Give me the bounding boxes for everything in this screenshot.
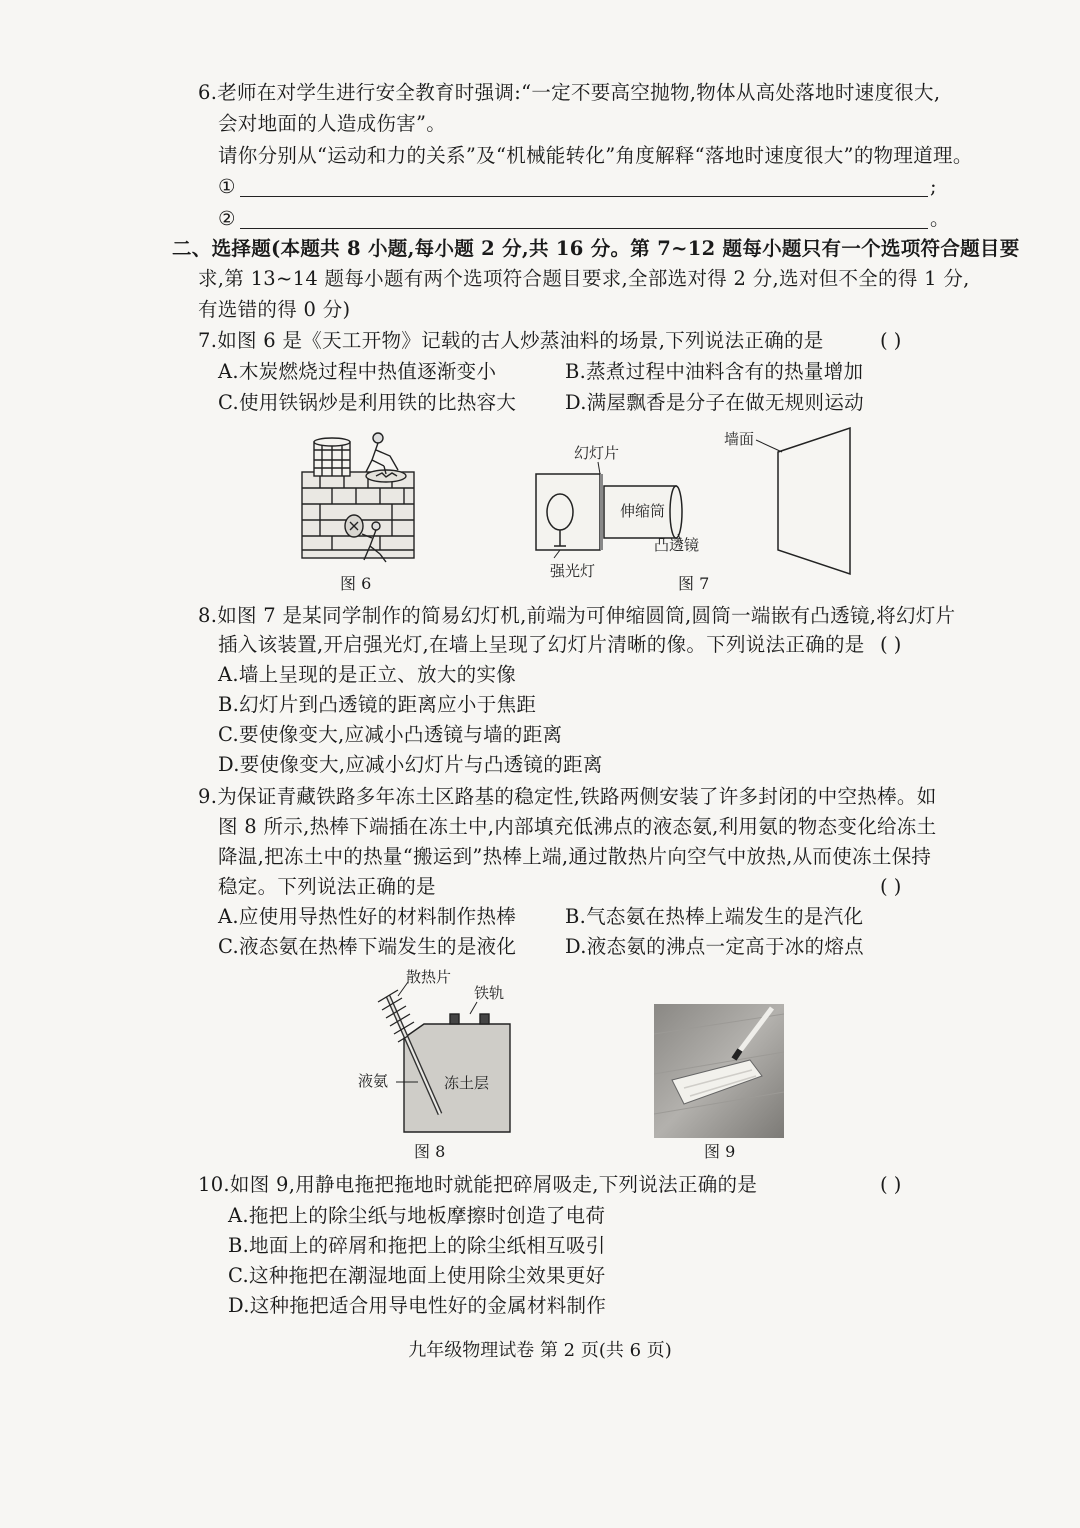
figure-6-oil-roasting (292, 430, 422, 570)
q10-answer-paren[interactable]: ( ) (880, 1173, 902, 1196)
fig8-drawing (352, 966, 552, 1140)
fig7-label-lamp: 强光灯 (550, 562, 596, 578)
q9-line3: 降温,把冻土中的热量“搬运到”热棒上端,通过散热片向空气中放热,从而使冻土保持 (218, 845, 932, 868)
q8-line2: 插入该装置,开启强光灯,在墙上呈现了幻灯片清晰的像。下列说法正确的是 (218, 633, 865, 656)
fig6-drawing (292, 430, 422, 570)
fig7-label-tube: 伸缩筒 (620, 502, 666, 520)
q8-option-d[interactable]: D.要使像变大,应减小幻灯片与凸透镜的距离 (218, 753, 603, 776)
q9-answer-paren[interactable]: ( ) (880, 875, 902, 898)
fig7-label-slide: 幻灯片 (574, 444, 620, 462)
q9-option-d[interactable]: D.液态氨的沸点一定高于冰的熔点 (565, 935, 864, 958)
page-footer: 九年级物理试卷 第 2 页(共 6 页) (408, 1340, 672, 1361)
q8-option-a[interactable]: A.墙上呈现的是正立、放大的实像 (218, 663, 517, 686)
fig8-caption: 图 8 (414, 1142, 446, 1161)
q9-line2: 图 8 所示,热棒下端插在冻土中,内部填充低沸点的液态氨,利用氨的物态变化给冻土 (218, 815, 937, 838)
q6-blank1-marker: ① (218, 175, 236, 198)
q8-option-c[interactable]: C.要使像变大,应减小凸透镜与墙的距离 (218, 723, 563, 746)
q10-option-c[interactable]: C.这种拖把在潮湿地面上使用除尘效果更好 (228, 1264, 606, 1287)
q9-line1: 9.为保证青藏铁路多年冻土区路基的稳定性,铁路两侧安装了许多封闭的中空热棒。如 (198, 785, 937, 808)
section2-heading-line2: 求,第 13~14 题每小题有两个选项符合题目要求,全部选对得 2 分,选对但不全的得 1 分, (198, 267, 970, 290)
q9-option-c[interactable]: C.液态氨在热棒下端发生的是液化 (218, 935, 517, 958)
fig8-label-rail: 铁轨 (474, 984, 505, 1002)
fig7-label-wall: 墙面 (724, 430, 755, 448)
q6-blank2-end: 。 (930, 207, 950, 230)
q6-line1: 6.老师在对学生进行安全教育时强调:“一定不要高空抛物,物体从高处落地时速度很大, (198, 81, 941, 104)
fig9-drawing (654, 1004, 784, 1138)
q9-option-b[interactable]: B.气态氨在热棒上端发生的是汽化 (565, 905, 864, 928)
fig9-caption: 图 9 (704, 1142, 736, 1161)
q6-answer-line-1[interactable] (240, 196, 928, 197)
q9-option-a[interactable]: A.应使用导热性好的材料制作热棒 (218, 905, 517, 928)
q10-stem: 10.如图 9,用静电拖把拖地时就能把碎屑吸走,下列说法正确的是 (198, 1173, 758, 1196)
q10-option-a[interactable]: A.拖把上的除尘纸与地板摩擦时创造了电荷 (228, 1204, 606, 1227)
q7-option-b[interactable]: B.蒸煮过程中油料含有的热量增加 (565, 360, 864, 383)
q6-blank2-marker: ② (218, 207, 236, 230)
q6-line3: 请你分别从“运动和力的关系”及“机械能转化”角度解释“落地时速度很大”的物理道理。 (218, 144, 973, 167)
section2-heading-line3: 有选错的得 0 分) (198, 298, 351, 321)
section2-heading-line1: 二、选择题(本题共 8 小题,每小题 2 分,共 16 分。第 7~12 题每小题只有一个选项符合题目要 (172, 237, 1020, 260)
q7-option-d[interactable]: D.满屋飘香是分子在做无规则运动 (565, 391, 864, 414)
figure-7-projector (520, 418, 860, 578)
fig7-caption: 图 7 (678, 574, 710, 593)
q7-option-a[interactable]: A.木炭燃烧过程中热值逐渐变小 (218, 360, 497, 383)
q7-option-c[interactable]: C.使用铁锅炒是利用铁的比热容大 (218, 391, 517, 414)
q10-option-d[interactable]: D.这种拖把适合用导电性好的金属材料制作 (228, 1294, 607, 1317)
fig8-label-soil: 冻土层 (444, 1074, 490, 1092)
figure-9-static-mop-photo (654, 1004, 784, 1138)
fig7-label-lens: 凸透镜 (654, 536, 700, 554)
fig8-label-fins: 散热片 (406, 968, 452, 986)
fig6-caption: 图 6 (340, 574, 372, 593)
q10-option-b[interactable]: B.地面上的碎屑和拖把上的除尘纸相互吸引 (228, 1234, 606, 1257)
q6-blank1-end: ; (930, 175, 937, 198)
q9-line4: 稳定。下列说法正确的是 (218, 875, 436, 898)
fig7-drawing (520, 418, 860, 578)
q6-line2: 会对地面的人造成伤害”。 (218, 112, 447, 135)
q7-answer-paren[interactable]: ( ) (880, 329, 902, 352)
q7-stem: 7.如图 6 是《天工开物》记载的古人炒蒸油料的场景,下列说法正确的是 (198, 329, 824, 352)
q8-answer-paren[interactable]: ( ) (880, 633, 902, 656)
figure-8-heat-pipe (352, 966, 552, 1140)
fig8-label-ammonia: 液氨 (358, 1072, 389, 1090)
q8-line1: 8.如图 7 是某同学制作的简易幻灯机,前端为可伸缩圆筒,圆筒一端嵌有凸透镜,将幻灯片 (198, 604, 956, 627)
q8-option-b[interactable]: B.幻灯片到凸透镜的距离应小于焦距 (218, 693, 537, 716)
q6-answer-line-2[interactable] (240, 228, 928, 229)
